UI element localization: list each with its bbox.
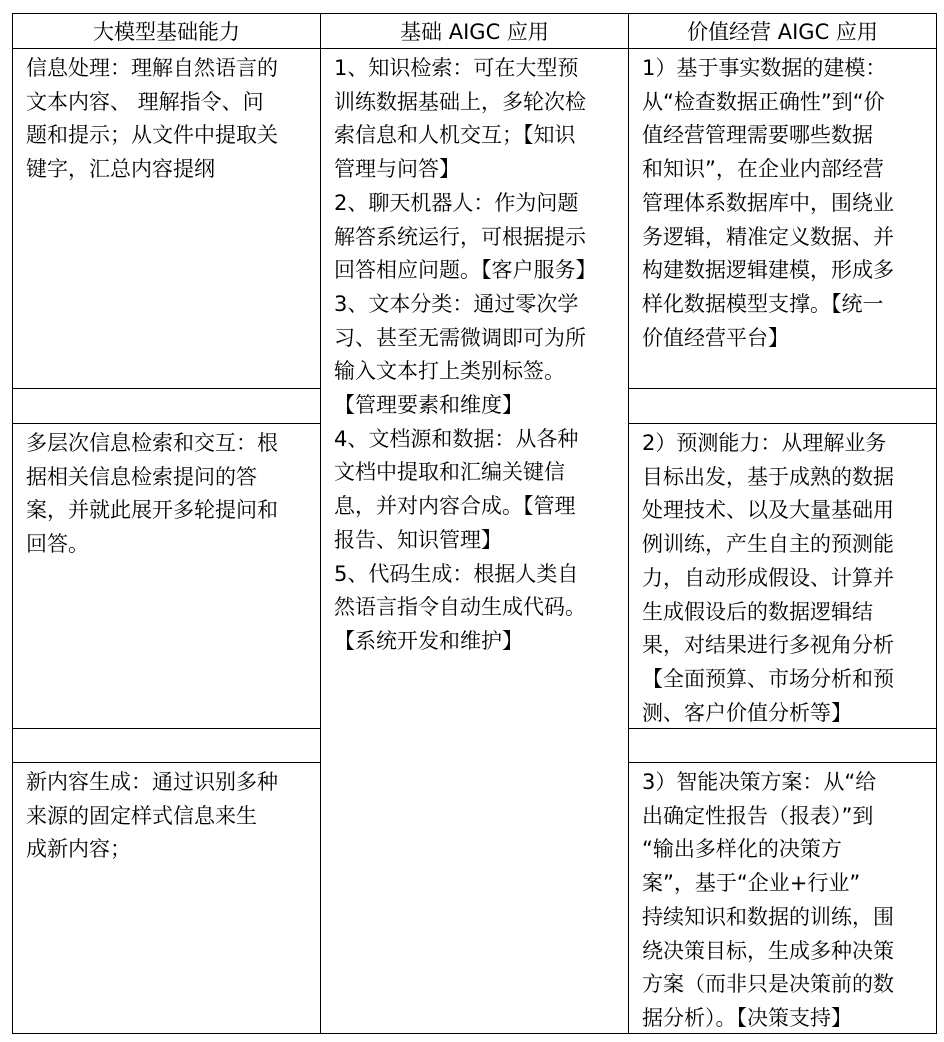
text-line: 息，并对内容合成。【管理 — [334, 494, 576, 519]
text-line: 出确定性报告（报表）”到 — [642, 803, 874, 828]
cell-prediction-capability — [628, 423, 937, 729]
header-basic-aigc: 基础 AIGC 应用 — [320, 13, 629, 49]
cell-intelligent-decision — [628, 762, 937, 1034]
text-line: 果，对结果进行多视角分析 — [642, 633, 894, 658]
text-line: 从“检查数据正确性”到“价 — [642, 89, 885, 114]
text-line: 报告、知识管理】 — [334, 527, 502, 552]
text-line: 绕决策目标，生成多种决策 — [642, 938, 894, 963]
text-line: 来源的固定样式信息来生 — [26, 803, 257, 828]
header-value-aigc: 价值经营 AIGC 应用 — [628, 13, 937, 49]
empty-cell — [12, 728, 321, 763]
text-line: 目标出发，基于成熟的数据 — [642, 464, 894, 489]
text-line: 测、客户价值分析等】 — [642, 700, 852, 725]
cell-information-processing — [12, 48, 321, 389]
text-line: 样化数据模型支撑。【统一 — [642, 291, 884, 316]
text-line: 多层次信息检索和交互：根 — [26, 431, 278, 455]
text-line: 构建数据逻辑建模，形成多 — [642, 258, 894, 283]
text-line: 3）智能决策方案：从“给 — [642, 770, 877, 794]
text-line: 文档中提取和汇编关键信 — [334, 460, 565, 485]
text-line: 价值经营平台】 — [642, 325, 789, 350]
text-line: 【管理要素和维度】 — [334, 393, 523, 418]
text-line: 1、知识检索：可在大型预 — [334, 56, 579, 80]
text-line: 回答。 — [26, 532, 89, 557]
text-line: 案”，基于“企业+行业” — [642, 871, 861, 896]
text-line: 1）基于事实数据的建模： — [642, 56, 887, 80]
text-line: 信息处理：理解自然语言的 — [26, 56, 278, 80]
text-line: 【系统开发和维护】 — [334, 628, 523, 653]
text-line: 管理体系数据库中，围绕业 — [642, 190, 894, 215]
cell-content-generation — [12, 762, 321, 1034]
text-line: 力，自动形成假设、计算并 — [642, 565, 894, 590]
text-line: 2）预测能力：从理解业务 — [642, 431, 887, 455]
empty-cell — [12, 388, 321, 424]
text-line: 据相关信息检索提问的答 — [26, 464, 257, 489]
text-line: 题和提示；从文件中提取关 — [26, 123, 278, 148]
text-line: 管理与问答】 — [334, 157, 460, 182]
header-foundation-capability: 大模型基础能力 — [12, 13, 321, 49]
text-line: 3、文本分类：通过零次学 — [334, 291, 579, 316]
text-line: 值经营管理需要哪些数据 — [642, 123, 873, 148]
text-line: 成新内容； — [26, 837, 131, 862]
text-line: 新内容生成：通过识别多种 — [26, 770, 278, 794]
text-line: 输入文本打上类别标签。 — [334, 359, 565, 384]
text-line: “输出多样化的决策方 — [642, 837, 842, 862]
text-line: 解答系统运行，可根据提示 — [334, 224, 586, 249]
text-line: 方案（而非只是决策前的数 — [642, 972, 894, 997]
text-line: 键字，汇总内容提纲 — [26, 157, 215, 182]
cell-basic-aigc-applications — [320, 48, 629, 1034]
text-line: 案，并就此展开多轮提问和 — [26, 498, 278, 523]
text-line: 文本内容、 理解指令、问 — [26, 89, 264, 114]
text-line: 然语言指令自动生成代码。 — [334, 595, 586, 620]
text-line: 训练数据基础上，多轮次检 — [334, 89, 586, 114]
text-line: 【全面预算、市场分析和预 — [642, 666, 894, 691]
text-line: 例训练，产生自主的预测能 — [642, 532, 894, 557]
text-line: 和知识”，在企业内部经营 — [642, 157, 884, 182]
text-line: 2、聊天机器人：作为问题 — [334, 190, 579, 215]
text-line: 索信息和人机交互；【知识 — [334, 123, 576, 148]
empty-cell — [628, 728, 937, 763]
cell-multilevel-retrieval — [12, 423, 321, 729]
text-line: 习、甚至无需微调即可为所 — [334, 325, 586, 350]
text-line: 持续知识和数据的训练，围 — [642, 904, 894, 929]
empty-cell — [628, 388, 937, 424]
text-line: 据分析）。【决策支持】 — [642, 1005, 852, 1030]
text-line: 务逻辑，精准定义数据、并 — [642, 224, 894, 249]
text-line: 生成假设后的数据逻辑结 — [642, 599, 873, 624]
text-line: 回答相应问题。【客户服务】 — [334, 258, 597, 283]
text-line: 4、文档源和数据：从各种 — [334, 426, 579, 451]
cell-fact-data-modeling — [628, 48, 937, 389]
text-line: 处理技术、以及大量基础用 — [642, 498, 894, 523]
text-line: 5、代码生成：根据人类自 — [334, 561, 579, 586]
